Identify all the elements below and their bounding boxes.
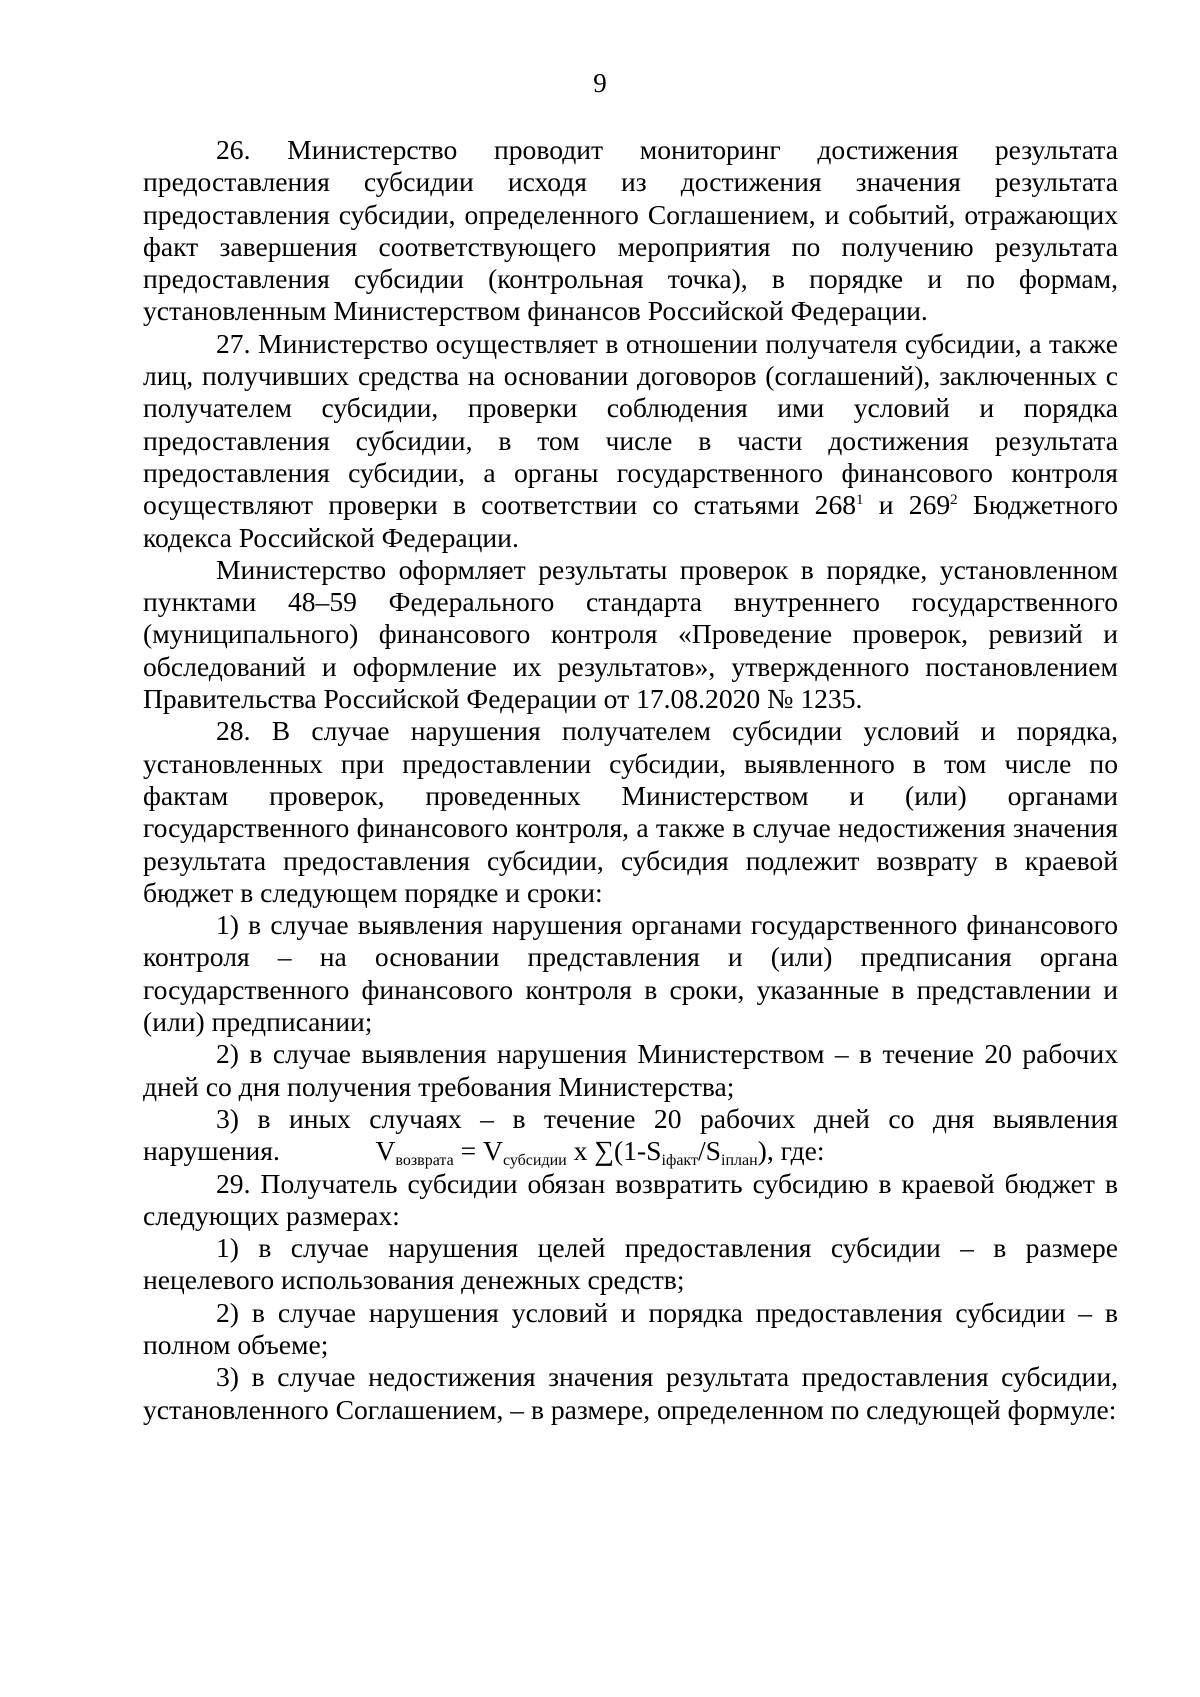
formula-sub-subsidii: субсидии <box>502 1152 567 1169</box>
paragraph-28: 28. В случае нарушения получателем субсидии условий и порядка, установленных при предоставлении субсидии, выявленного в том числе по фактам проверок, проведенных Министерством и (или) органами государственного финансового контроля, а также в случае недостижения значения результата предоставления субсидии, субсидия подлежит возврату в краевой бюджет в следующем порядке и сроки: <box>143 715 1118 908</box>
paragraph-29-item-1: 1) в случае нарушения целей предоставления субсидии – в размере нецелевого использования денежных средств; <box>143 1232 1118 1296</box>
footnote-sup-269: 2 <box>950 492 958 509</box>
formula-equals: = <box>453 1135 484 1166</box>
paragraph-29-item-3: 3) в случае недостижения значения результата предоставления субсидии, установленного Соглашением, – в размере, определенном по следующей формуле: <box>143 1361 1118 1425</box>
paragraph-27-inspection-results: Министерство оформляет результаты проверок в порядке, установленном пунктами 48–59 Федерального стандарта внутреннего государственного (муниципального) финансового контроля «Проведение проверок, ревизий и обследований и оформление их результатов», утвержденного постановлением Правительства Российской Федерации от 17.08.2020 № 1235. <box>143 553 1118 715</box>
formula-sub-vozvrata: возврата <box>395 1152 454 1169</box>
paragraph-27-text-c: Бюджетного кодекса Российской Федерации. <box>143 489 1118 553</box>
formula-slash: /S <box>697 1135 721 1166</box>
page-number: 9 <box>593 68 607 98</box>
footnote-sup-268: 1 <box>856 492 864 509</box>
paragraph-26: 26. Министерство проводит мониторинг достижения результата предоставления субсидии исходя из достижения значения результата предоставления субсидии, определенного Соглашением, и событий, отражающих факт завершения соответствующего мероприятия по получению результата предоставления субсидии (контрольная точка), в порядке и по формам, установленным Министерством финансов Российской Федерации. <box>143 134 1118 327</box>
paragraph-28-item-3: 3) в иных случаях – в течение 20 рабочих дней со дня выявления нарушения. <box>143 1102 1118 1167</box>
paragraph-27-text-b: и 269 <box>863 489 951 521</box>
paragraph-29: 29. Получатель субсидии обязан возвратить субсидию в краевой бюджет в следующих размерах: <box>143 1167 1118 1231</box>
refund-formula <box>0 1135 1200 1167</box>
paragraph-28-item-2: 2) в случае выявления нарушения Министерством – в течение 20 рабочих дней со дня получения требования Министерства; <box>143 1038 1118 1102</box>
formula-sub-ifakt: iфакт <box>661 1152 698 1169</box>
formula-sub-iplan: iплан <box>721 1152 758 1169</box>
paragraph-29-item-2: 2) в случае нарушения условий и порядка предоставления субсидии – в полном объеме; <box>143 1296 1118 1360</box>
document-body <box>143 134 1118 1426</box>
formula-v: V <box>375 1135 396 1166</box>
formula-v-subsidy: V <box>483 1135 503 1166</box>
formula-sum: x ∑(1-S <box>566 1135 662 1166</box>
paragraph-27 <box>143 328 1118 554</box>
formula-tail: ), где: <box>757 1135 825 1166</box>
paragraph-27-text-a: 27. Министерство осуществляет в отношении получателя субсидии, а также лиц, получивших средства на основании договоров (соглашений), заключенных с получателем субсидии, проверки соблюдения ими условий и порядка предоставления субсидии, в том числе в части достижения результата предоставления субсидии, а органы государственного финансового контроля осуществляют проверки в соответствии со статьями 268 <box>143 327 1118 521</box>
paragraph-28-item-1: 1) в случае выявления нарушения органами государственного финансового контроля – на основании представления и (или) предписания органа государственного финансового контроля в сроки, указанные в представлении и (или) предписании; <box>143 909 1118 1038</box>
